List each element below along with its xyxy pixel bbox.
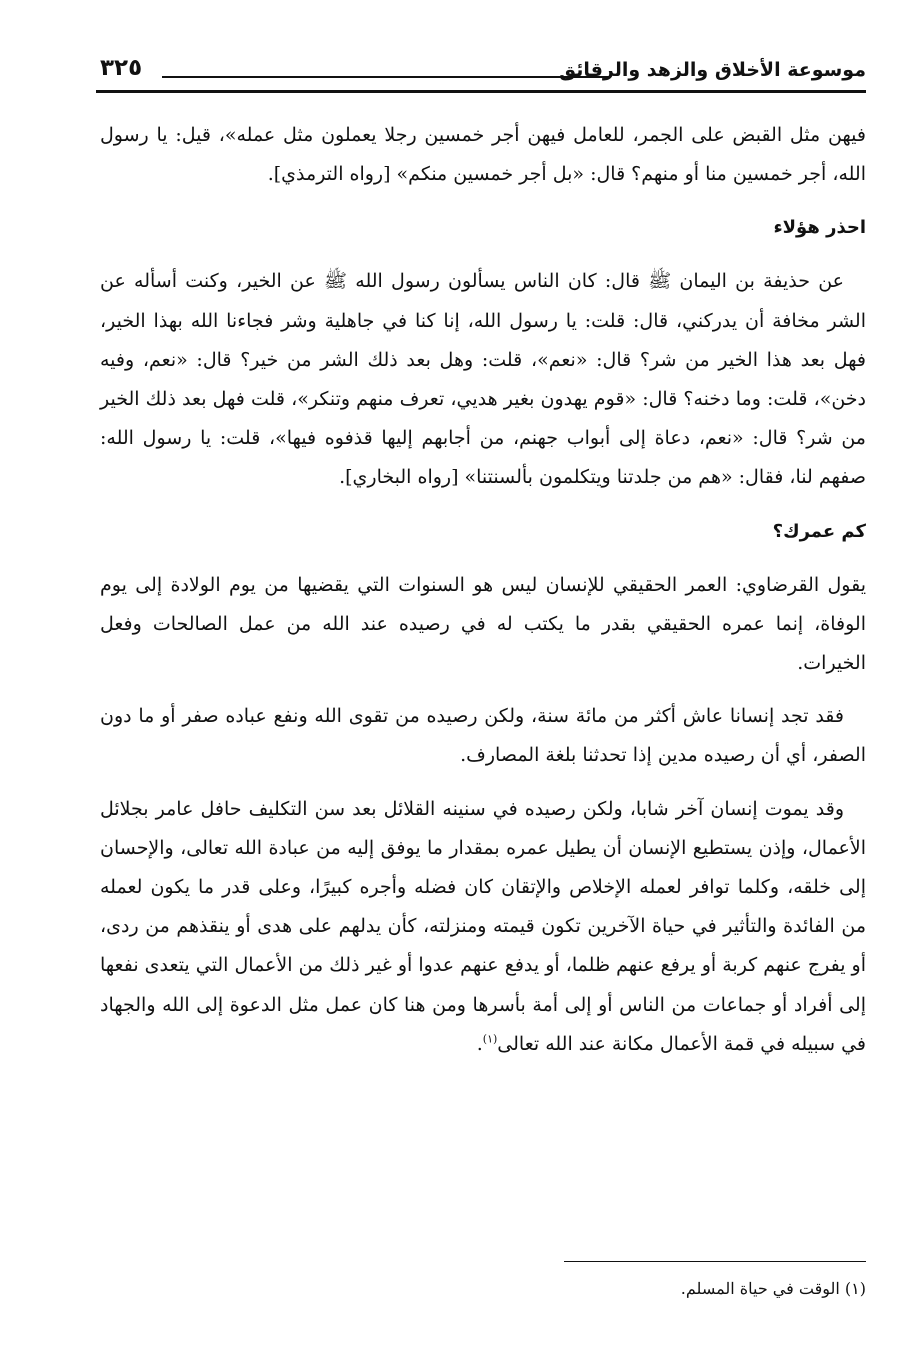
footnote-reference[interactable]: (١)	[482, 1032, 498, 1046]
page-header	[96, 56, 866, 96]
paragraph-long-life: فقد تجد إنسانا عاش أكثر من مائة سنة، ولكن رصيده من تقوى الله ونفع عباده صفر أو ما دون الصفر، أي أن رصيده مدين إذا تحدثنا بلغة المصارف.	[100, 705, 866, 767]
running-title: موسوعة الأخلاق والزهد والرقائق	[559, 59, 866, 81]
page-number: ٣٢٥	[100, 55, 143, 81]
paragraph-hadith-continuation: فيهن مثل القبض على الجمر، للعامل فيهن أجر خمسين رجلا يعملون مثل عمله»، قيل: يا رسول الله، أجر خمسين منا أو منهم؟ قال: «بل أجر خمسين منكم» [رواه الترمذي].	[100, 124, 866, 186]
main-text	[100, 116, 866, 1078]
header-line	[162, 76, 610, 78]
section-heading-your-age: كم عمرك؟	[772, 520, 866, 542]
paragraph-young-death	[100, 790, 866, 1064]
footnote: (١) الوقت في حياة المسلم.	[680, 1279, 866, 1298]
paragraph-young-death-text: وقد يموت إنسان آخر شابا، ولكن رصيده في سنينه القلائل بعد سن التكليف حافل عامر بجلائل الأعمال، وإذن يستطيع الإنسان أن يطيل عمره بمقدار ما يوفق إليه من عبادة الله تعالى، والإحسان إلى خلقه، وكلما توافر لعمله الإخلاص والإتقان كان فضله وأجره كبيرًا، وعلى قدر ما يكون لعمله من الفائدة والتأثير في حياة الآخرين تكون قيمته ومنزلته، كأن يدلهم على هدى أو ينقذهم من ردى، أو يفرج عنهم كربة أو يرفع عنهم ظلما، أو يدفع عنهم عدوا أو غير ذلك من الأعمال التي يتعدى نفعها إلى أفراد أو جماعات من الناس أو إلى أمة بأسرها ومن هنا كان عمل مثل الدعوة إلى الله والجهاد في سبيله في قمة الأعمال مكانة عند الله تعالى	[100, 797, 866, 1055]
paragraph-end-mark: .	[476, 1032, 483, 1055]
paragraph-hudhayfah-hadith: عن حذيفة بن اليمان ﷺ قال: كان الناس يسألون رسول الله ﷺ عن الخير، وكنت أسأله عن الشر مخافة أن يدركني، قال: قلت: يا رسول الله، إنا كنا في جاهلية وشر فجاءنا الله بهذا الخير، فهل بعد هذا الخير من شر؟ قال: «نعم»، قلت: وهل بعد ذلك الشر من خير؟ قال: «نعم، وفيه دخن»، قلت: وما دخنه؟ قال: «قوم يهدون بغير هديي، تعرف منهم وتنكر»، قلت فهل بعد ذلك الخير من شر؟ قال: «نعم، دعاة إلى أبواب جهنم، من أجابهم إليها قذفوه فيها»، قلت: يا رسول الله: صفهم لنا، فقال: «هم من جلدتنا ويتكلمون بألسنتنا» [رواه البخاري].	[100, 270, 866, 489]
paragraph-qaradawi: يقول القرضاوي: العمر الحقيقي للإنسان ليس هو السنوات التي يقضيها من يوم الولادة إلى يوم الوفاة، إنما عمره الحقيقي بقدر ما يكتب له في رصيده عند الله من عمل الصالحات وفعل الخيرات.	[100, 573, 866, 675]
header-rule	[96, 90, 866, 93]
section-heading-beware: احذر هؤلاء	[773, 217, 866, 239]
footnote-separator	[564, 1261, 866, 1262]
